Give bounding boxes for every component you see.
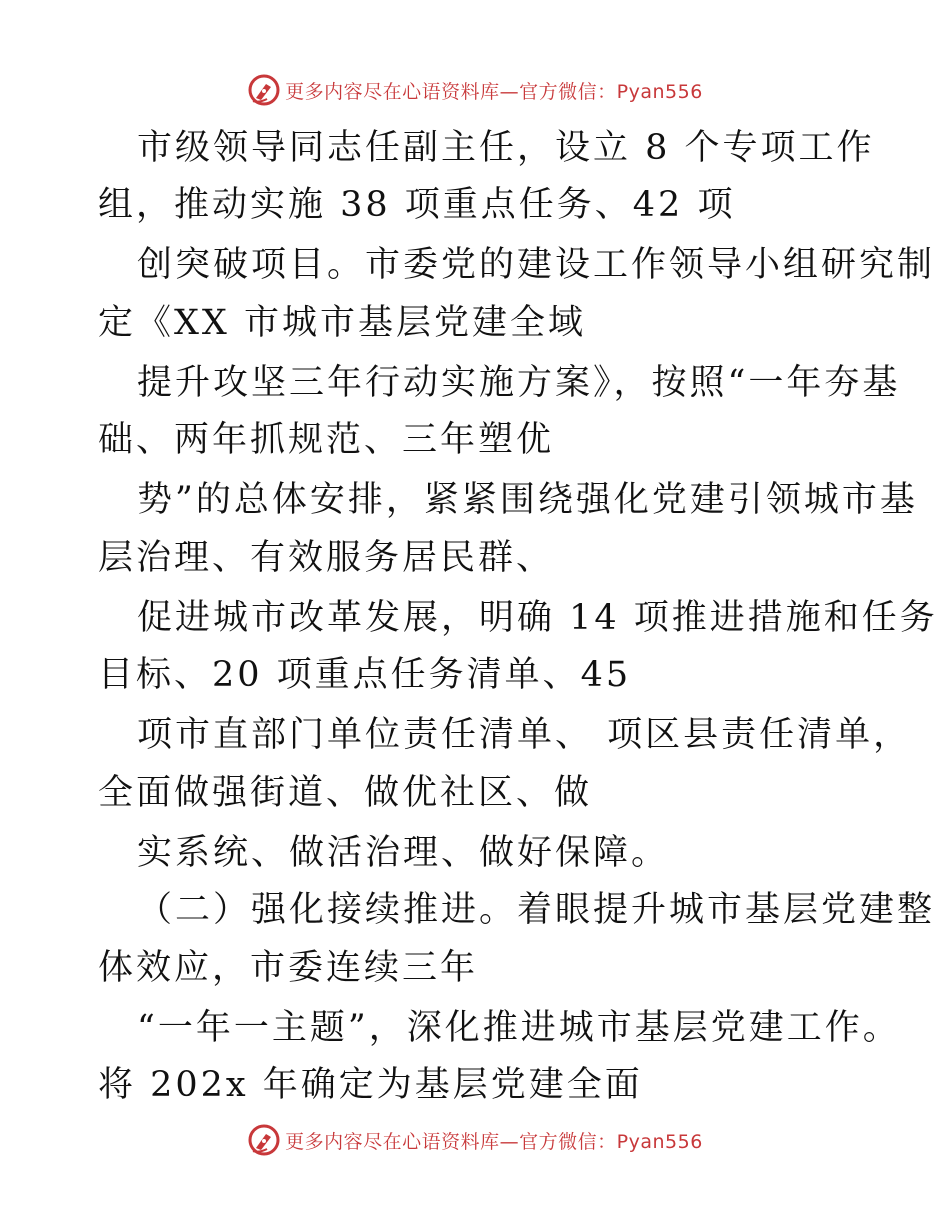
- body-line: 体效应，市委连续三年: [98, 948, 479, 988]
- body-line: 定《XX 市城市基层党建全域: [98, 303, 586, 343]
- body-line: 层治理、有效服务居民群、: [98, 538, 555, 578]
- body-line: 实系统、做活治理、做好保障。: [137, 833, 670, 873]
- body-line: “一年一主题”，深化推进城市基层党建工作。: [137, 1008, 901, 1048]
- pen-nib-icon: [247, 1123, 281, 1157]
- body-line: 组，推动实施 38 项重点任务、42 项: [98, 185, 736, 225]
- pen-nib-icon: [247, 73, 281, 107]
- body-line: 将 202x 年确定为基层党建全面: [98, 1065, 643, 1105]
- body-line: 势”的总体安排，紧紧围绕强化党建引领城市基: [137, 480, 918, 520]
- header-watermark: [0, 70, 950, 110]
- body-line: 提升攻坚三年行动实施方案》，按照“一年夯基: [137, 363, 901, 403]
- body-line: 市级领导同志任副主任，设立 8 个专项工作: [137, 128, 875, 168]
- footer-watermark: [0, 1120, 950, 1160]
- body-line: 全面做强街道、做优社区、做: [98, 773, 593, 813]
- body-line: 创突破项目。市委党的建设工作领导小组研究制: [137, 245, 936, 285]
- watermark-text: 更多内容尽在心语资料库—官方微信：Pyan556: [285, 1130, 703, 1153]
- body-line: 促进城市改革发展，明确 14 项推进措施和任务: [137, 598, 938, 638]
- body-line: 目标、20 项重点任务清单、45: [98, 655, 632, 695]
- body-line: 础、两年抓规范、三年塑优: [98, 420, 555, 460]
- body-line: 项市直部门单位责任清单、 项区县责任清单，: [137, 715, 912, 755]
- watermark-text: 更多内容尽在心语资料库—官方微信：Pyan556: [285, 80, 703, 103]
- body-line: （二）强化接续推进。着眼提升城市基层党建整: [137, 890, 936, 930]
